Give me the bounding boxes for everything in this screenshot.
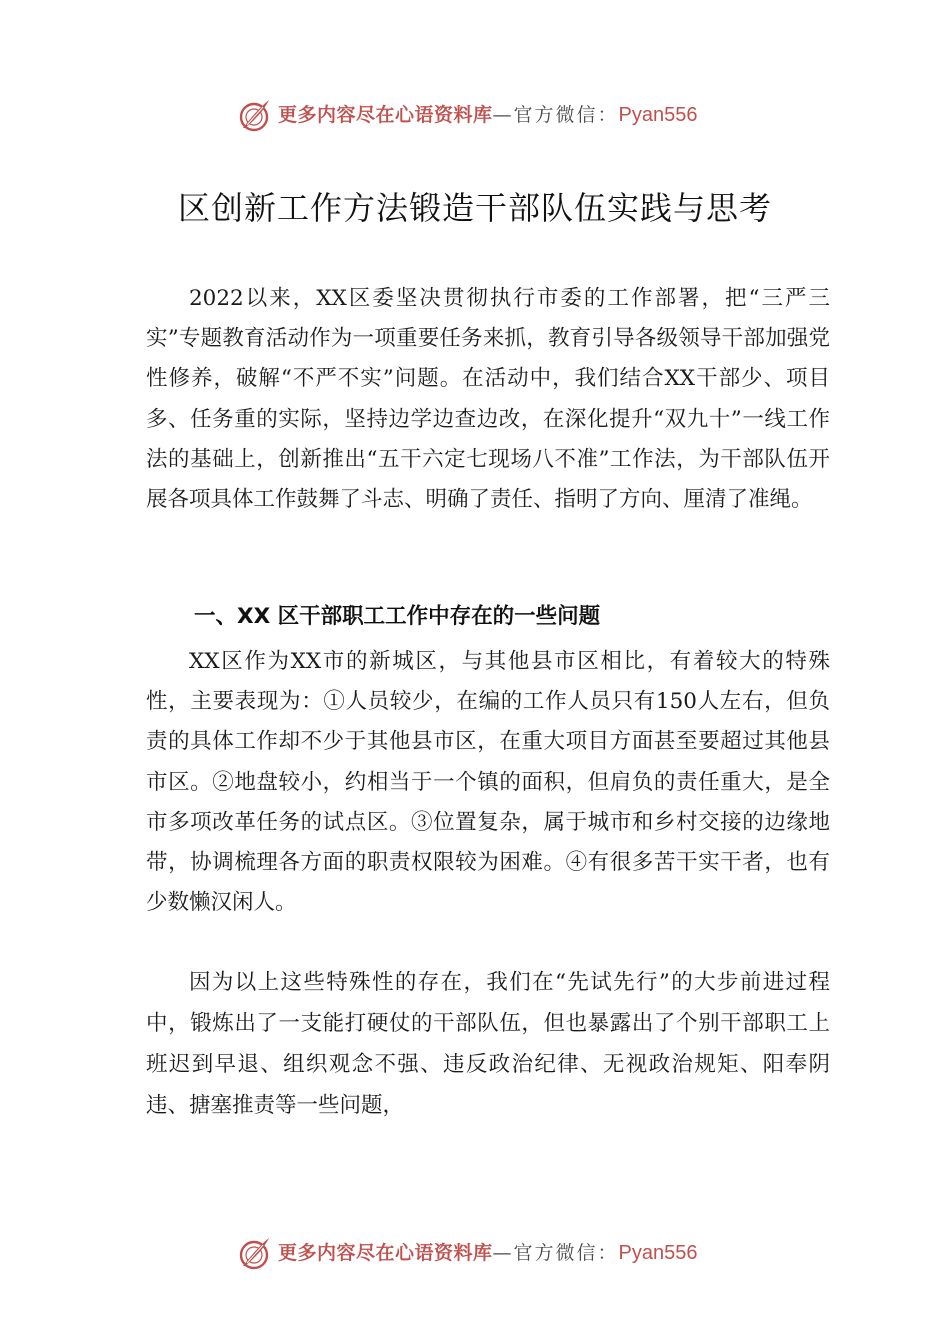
- body-block-2: [146, 642, 830, 923]
- quill-pen-logo-icon: [236, 1235, 272, 1271]
- banner-sub-text: —官方微信：: [492, 104, 619, 126]
- footer-banner: [0, 1233, 950, 1273]
- header-banner: [0, 95, 950, 135]
- document-title: 区创新工作方法锻造干部队伍实践与思考: [177, 189, 772, 227]
- body-block-1: [146, 279, 830, 520]
- banner-wechat-id: Pyan556: [618, 104, 698, 126]
- paragraph-problems: 因为以上这些特殊性的存在，我们在“先试先行”的大步前进过程中，锻炼出了一支能打硬仗的干部队伍，但也暴露出了个别干部职工上班迟到早退、组织观念不强、违反政治纪律、无视政治规矩、阳奉阴违、搪塞推责等一些问题，: [146, 970, 830, 1118]
- section-heading-1: 一、XX 区干部职工工作中存在的一些问题: [194, 604, 601, 629]
- banner-main-text: 更多内容尽在心语资料库: [278, 1242, 493, 1264]
- paragraph-special-features: XX区作为XX市的新城区，与其他县市区相比，有着较大的特殊性，主要表现为：①人员较少，在编的工作人员只有150人左右，但负责的具体工作却不少于其他县市区，在重大项目方面甚至要超过其他县市区。②地盘较小，约相当于一个镇的面积，但肩负的责任重大，是全市多项改革任务的试点区。③位置复杂，属于城市和乡村交接的边缘地带，协调梳理各方面的职责权限较为困难。④有很多苦干实干者，也有少数懒汉闲人。: [146, 649, 830, 916]
- body-block-3: [146, 962, 830, 1126]
- banner-wechat-id: Pyan556: [618, 1242, 698, 1264]
- banner-sub-text: —官方微信：: [492, 1242, 619, 1264]
- paragraph-intro: 2022以来，XX区委坚决贯彻执行市委的工作部署，把“三严三实”专题教育活动作为一项重要任务来抓，教育引导各级领导干部加强党性修养，破解“不严不实”问题。在活动中，我们结合XX干部少、项目多、任务重的实际，坚持边学边查边改，在深化提升“双九十”一线工作法的基础上，创新推出“五干六定七现场八不准”工作法，为干部队伍开展各项具体工作鼓舞了斗志、明确了责任、指明了方向、厘清了准绳。: [146, 286, 830, 513]
- quill-pen-logo-icon: [236, 97, 272, 133]
- banner-main-text: 更多内容尽在心语资料库: [278, 104, 493, 126]
